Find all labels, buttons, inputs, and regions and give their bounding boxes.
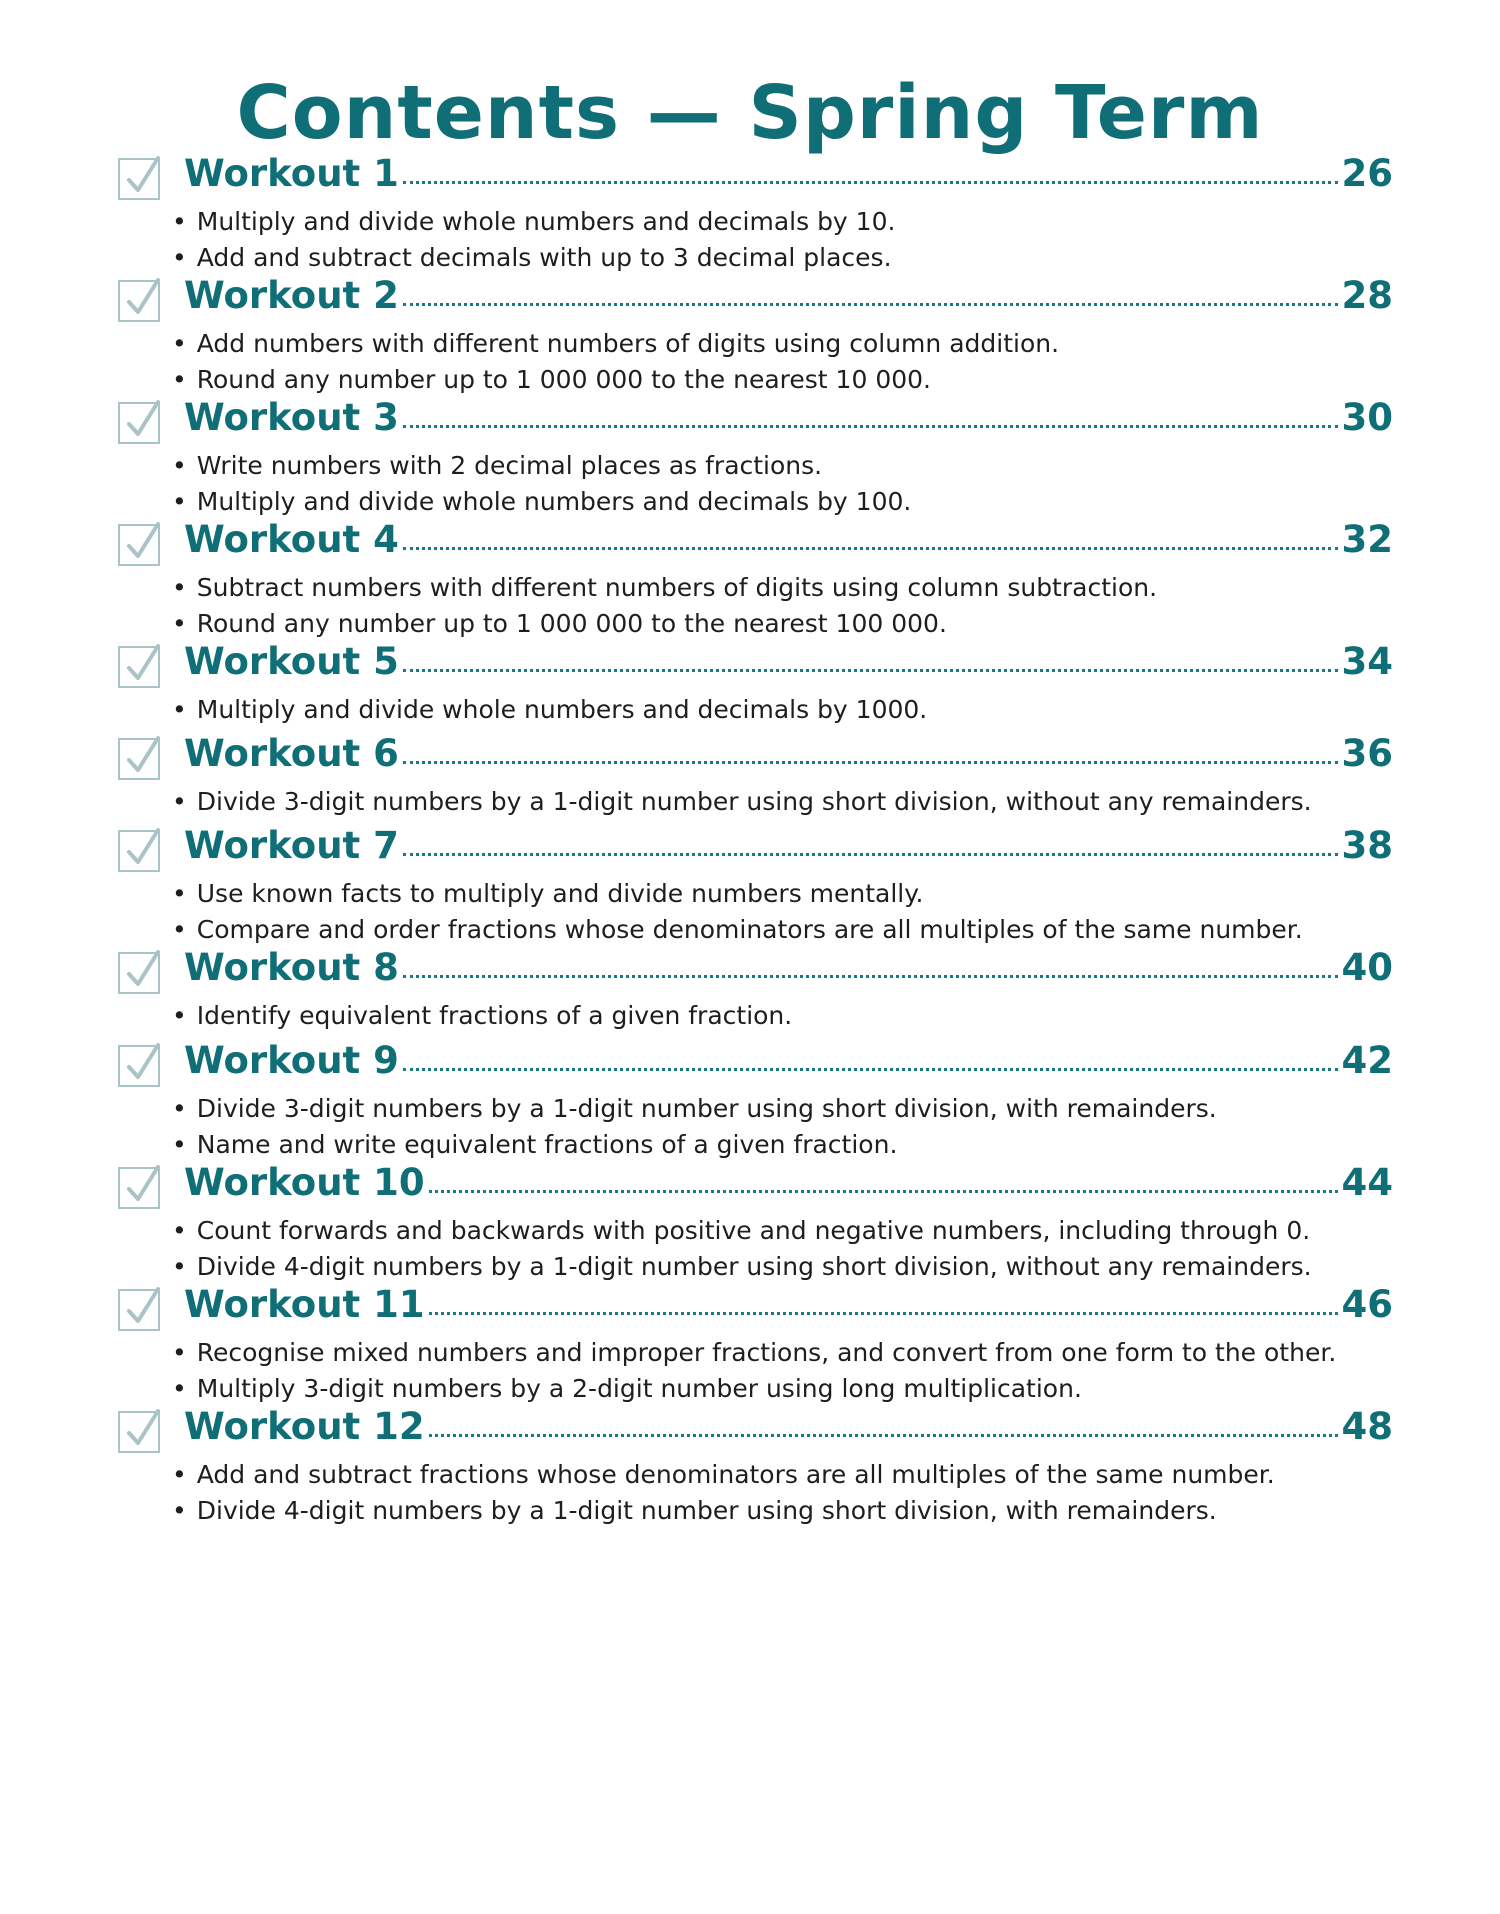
checkbox[interactable]: [118, 402, 160, 444]
objectives-list: [172, 998, 792, 1034]
objective-item: • Multiply 3-digit numbers by a 2-digit number using long multiplication.: [172, 1371, 1336, 1407]
objective-item: • Multiply and divide whole numbers and decimals by 100.: [172, 484, 911, 520]
entry-heading[interactable]: [184, 822, 1393, 870]
checkmark-icon: [122, 150, 162, 198]
checkbox[interactable]: [118, 952, 160, 994]
workout-name: Workout 6: [184, 732, 399, 775]
objective-item: • Round any number up to 1 000 000 to the nearest 100 000.: [172, 606, 1157, 642]
workout-name: Workout 5: [184, 640, 399, 683]
page-number: 44: [1341, 1161, 1393, 1204]
objective-item: • Recognise mixed numbers and improper fractions, and convert from one form to the other.: [172, 1335, 1336, 1371]
entry-heading[interactable]: [184, 516, 1393, 564]
checkbox[interactable]: [118, 1045, 160, 1087]
entry-heading[interactable]: [184, 150, 1393, 198]
objectives-list: [172, 448, 911, 520]
objective-item: • Add numbers with different numbers of digits using column addition.: [172, 326, 1059, 362]
page-number: 42: [1341, 1039, 1393, 1082]
checkbox[interactable]: [118, 830, 160, 872]
objectives-list: [172, 1091, 1217, 1163]
objective-item: • Add and subtract fractions whose denominators are all multiples of the same number.: [172, 1457, 1275, 1493]
page-title: Contents — Spring Term: [236, 70, 1264, 156]
dot-leader: [403, 845, 1338, 856]
page-number: 28: [1341, 274, 1393, 317]
entry-heading[interactable]: [184, 638, 1393, 686]
objectives-list: [172, 1213, 1312, 1285]
entry-heading[interactable]: [184, 730, 1393, 778]
workout-name: Workout 3: [184, 396, 399, 439]
objective-item: • Multiply and divide whole numbers and decimals by 1000.: [172, 692, 927, 728]
dot-leader: [403, 417, 1338, 428]
checkbox[interactable]: [118, 738, 160, 780]
page-number: 48: [1341, 1405, 1393, 1448]
objectives-list: [172, 1457, 1275, 1529]
entry-heading[interactable]: [184, 1037, 1393, 1085]
dot-leader: [403, 967, 1338, 978]
workout-name: Workout 9: [184, 1039, 399, 1082]
workout-name: Workout 2: [184, 274, 399, 317]
objective-item: • Divide 4-digit numbers by a 1-digit number using short division, without any remainders.: [172, 1249, 1312, 1285]
objectives-list: [172, 204, 895, 276]
workout-name: Workout 11: [184, 1283, 425, 1326]
objective-item: • Round any number up to 1 000 000 to the nearest 10 000.: [172, 362, 1059, 398]
checkmark-icon: [122, 1037, 162, 1085]
checkmark-icon: [122, 516, 162, 564]
objectives-list: [172, 1335, 1336, 1407]
workout-name: Workout 7: [184, 824, 399, 867]
page-number: 32: [1341, 518, 1393, 561]
checkmark-icon: [122, 822, 162, 870]
objective-item: • Identify equivalent fractions of a given fraction.: [172, 998, 792, 1034]
page-number: 40: [1341, 946, 1393, 989]
checkmark-icon: [122, 1403, 162, 1451]
checkbox[interactable]: [118, 1167, 160, 1209]
checkmark-icon: [122, 1159, 162, 1207]
checkbox[interactable]: [118, 646, 160, 688]
checkbox[interactable]: [118, 158, 160, 200]
objective-item: • Write numbers with 2 decimal places as fractions.: [172, 448, 911, 484]
checkbox[interactable]: [118, 280, 160, 322]
dot-leader: [403, 295, 1338, 306]
objectives-list: [172, 570, 1157, 642]
entry-heading[interactable]: [184, 1159, 1393, 1207]
workout-name: Workout 4: [184, 518, 399, 561]
checkbox[interactable]: [118, 1289, 160, 1331]
objectives-list: [172, 784, 1312, 820]
dot-leader: [403, 173, 1338, 184]
checkmark-icon: [122, 730, 162, 778]
objective-item: • Subtract numbers with different numbers of digits using column subtraction.: [172, 570, 1157, 606]
objectives-list: [172, 876, 1303, 948]
objective-item: • Name and write equivalent fractions of a given fraction.: [172, 1127, 1217, 1163]
checkmark-icon: [122, 1281, 162, 1329]
entry-heading[interactable]: [184, 1403, 1393, 1451]
entry-heading[interactable]: [184, 394, 1393, 442]
dot-leader: [429, 1304, 1338, 1315]
objectives-list: [172, 326, 1059, 398]
objective-item: • Use known facts to multiply and divide numbers mentally.: [172, 876, 1303, 912]
workout-name: Workout 12: [184, 1405, 425, 1448]
objective-item: • Divide 3-digit numbers by a 1-digit number using short division, with remainders.: [172, 1091, 1217, 1127]
dot-leader: [429, 1426, 1338, 1437]
checkmark-icon: [122, 272, 162, 320]
dot-leader: [403, 1060, 1338, 1071]
page-number: 34: [1341, 640, 1393, 683]
workout-name: Workout 10: [184, 1161, 425, 1204]
objective-item: • Multiply and divide whole numbers and decimals by 10.: [172, 204, 895, 240]
page-number: 30: [1341, 396, 1393, 439]
workout-name: Workout 1: [184, 152, 399, 195]
entry-heading[interactable]: [184, 944, 1393, 992]
checkmark-icon: [122, 944, 162, 992]
objective-item: • Count forwards and backwards with positive and negative numbers, including through 0.: [172, 1213, 1312, 1249]
objective-item: • Divide 3-digit numbers by a 1-digit number using short division, without any remainders.: [172, 784, 1312, 820]
page-number: 36: [1341, 732, 1393, 775]
objectives-list: [172, 692, 927, 728]
dot-leader: [403, 753, 1338, 764]
dot-leader: [403, 661, 1338, 672]
page-number: 26: [1341, 152, 1393, 195]
dot-leader: [403, 539, 1338, 550]
page-number: 38: [1341, 824, 1393, 867]
objective-item: • Divide 4-digit numbers by a 1-digit number using short division, with remainders.: [172, 1493, 1275, 1529]
checkmark-icon: [122, 638, 162, 686]
workout-name: Workout 8: [184, 946, 399, 989]
checkmark-icon: [122, 394, 162, 442]
entry-heading[interactable]: [184, 1281, 1393, 1329]
checkbox[interactable]: [118, 524, 160, 566]
entry-heading[interactable]: [184, 272, 1393, 320]
checkbox[interactable]: [118, 1411, 160, 1453]
objective-item: • Add and subtract decimals with up to 3 decimal places.: [172, 240, 895, 276]
dot-leader: [429, 1182, 1338, 1193]
page-number: 46: [1341, 1283, 1393, 1326]
objective-item: • Compare and order fractions whose denominators are all multiples of the same number.: [172, 912, 1303, 948]
